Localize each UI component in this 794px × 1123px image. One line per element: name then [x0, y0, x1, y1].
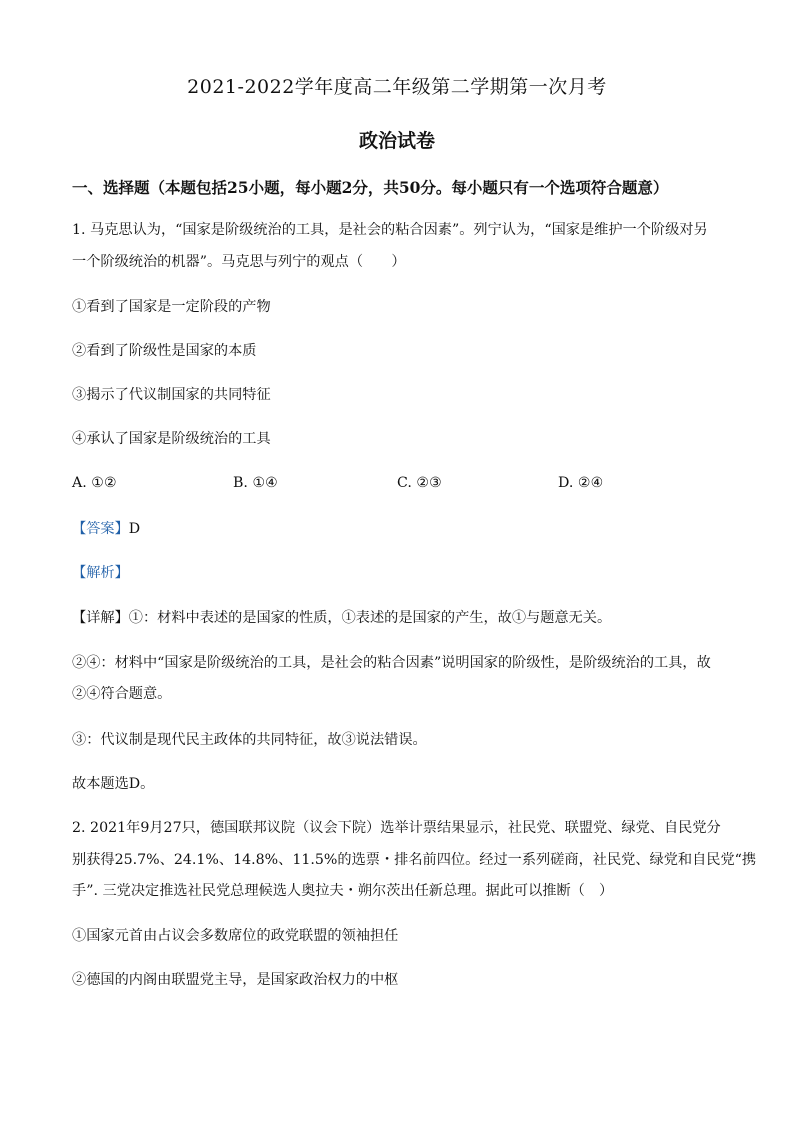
exam-subtitle: 政治试卷 — [358, 130, 435, 152]
q1-item-4: ④承认了国家是阶级统治的工具 — [72, 431, 271, 447]
answer-tag: 【答案】 — [72, 521, 129, 537]
q1-stem-line2: 一个阶级统治的机器”。马克思与列宁的观点（ ） — [72, 254, 406, 270]
q1-item-2: ②看到了阶级性是国家的本质 — [72, 343, 257, 359]
q1-option-a: A. ①② — [72, 475, 117, 491]
q2-stem-line1: 2. 2021年9月27只，德国联邦议院（议会下院）选举计票结果显示，社民党、联盟党、绿党、自民党分 — [72, 820, 721, 836]
q1-analysis-tag — [72, 558, 722, 589]
q1-explain-line1: ②④：材料中“国家是阶级统治的工具，是社会的粘合因素”说明国家的阶级性，是阶级统治的工具，故 — [72, 655, 711, 671]
answer-value: D — [128, 521, 141, 537]
q1-option-d: D. ②④ — [558, 475, 604, 491]
q2-item-2: ②德国的内阁由联盟党主导，是国家政治权力的中枢 — [72, 972, 399, 988]
q1-answer — [72, 514, 722, 545]
q1-option-c: C. ②③ — [397, 475, 442, 491]
q1-conclusion: 故本题选D。 — [72, 776, 155, 792]
analysis-tag: 【解析】 — [72, 565, 129, 581]
q1-explain-line3: ③：代议制是现代民主政体的共同特征，故③说法错误。 — [72, 732, 427, 748]
q1-item-3: ③揭示了代议制国家的共同特征 — [72, 387, 271, 403]
q2-stem-line2: 别获得25.7%、24.1%、14.8%、11.5%的选票・排名前四位。经过一系列磋商，社民党、绿党和自民党“携 — [72, 852, 757, 868]
q1-explain-line2: ②④符合题意。 — [72, 686, 172, 702]
q1-item-1: ①看到了国家是一定阶段的产物 — [72, 299, 271, 315]
q1-stem-line1: 1. 马克思认为，“国家是阶级统治的工具，是社会的粘合因素”。列宁认为，“国家是维护一个阶级对另 — [72, 222, 708, 238]
q2-item-1: ①国家元首由占议会多数席位的政党联盟的领袖担任 — [72, 928, 399, 944]
q2-stem-line3: 手”. 三党决定推选社民党总理候选人奥拉夫・朔尔茨出任新总理。据此可以推断（ ） — [72, 883, 614, 899]
detail-tag: 【详解】 — [72, 610, 129, 626]
section-heading: 一、选择题（本题包括25小题，每小题2分，共50分。每小题只有一个选项符合题意） — [72, 178, 669, 197]
detail-text: ①：材料中表述的是国家的性质，①表述的是国家的产生，故①与题意无关。 — [128, 610, 612, 626]
q1-option-b: B. ①④ — [233, 475, 278, 491]
exam-title: 2021-2022学年度高二年级第二学期第一次月考 — [187, 76, 607, 98]
q1-detail — [72, 603, 722, 634]
